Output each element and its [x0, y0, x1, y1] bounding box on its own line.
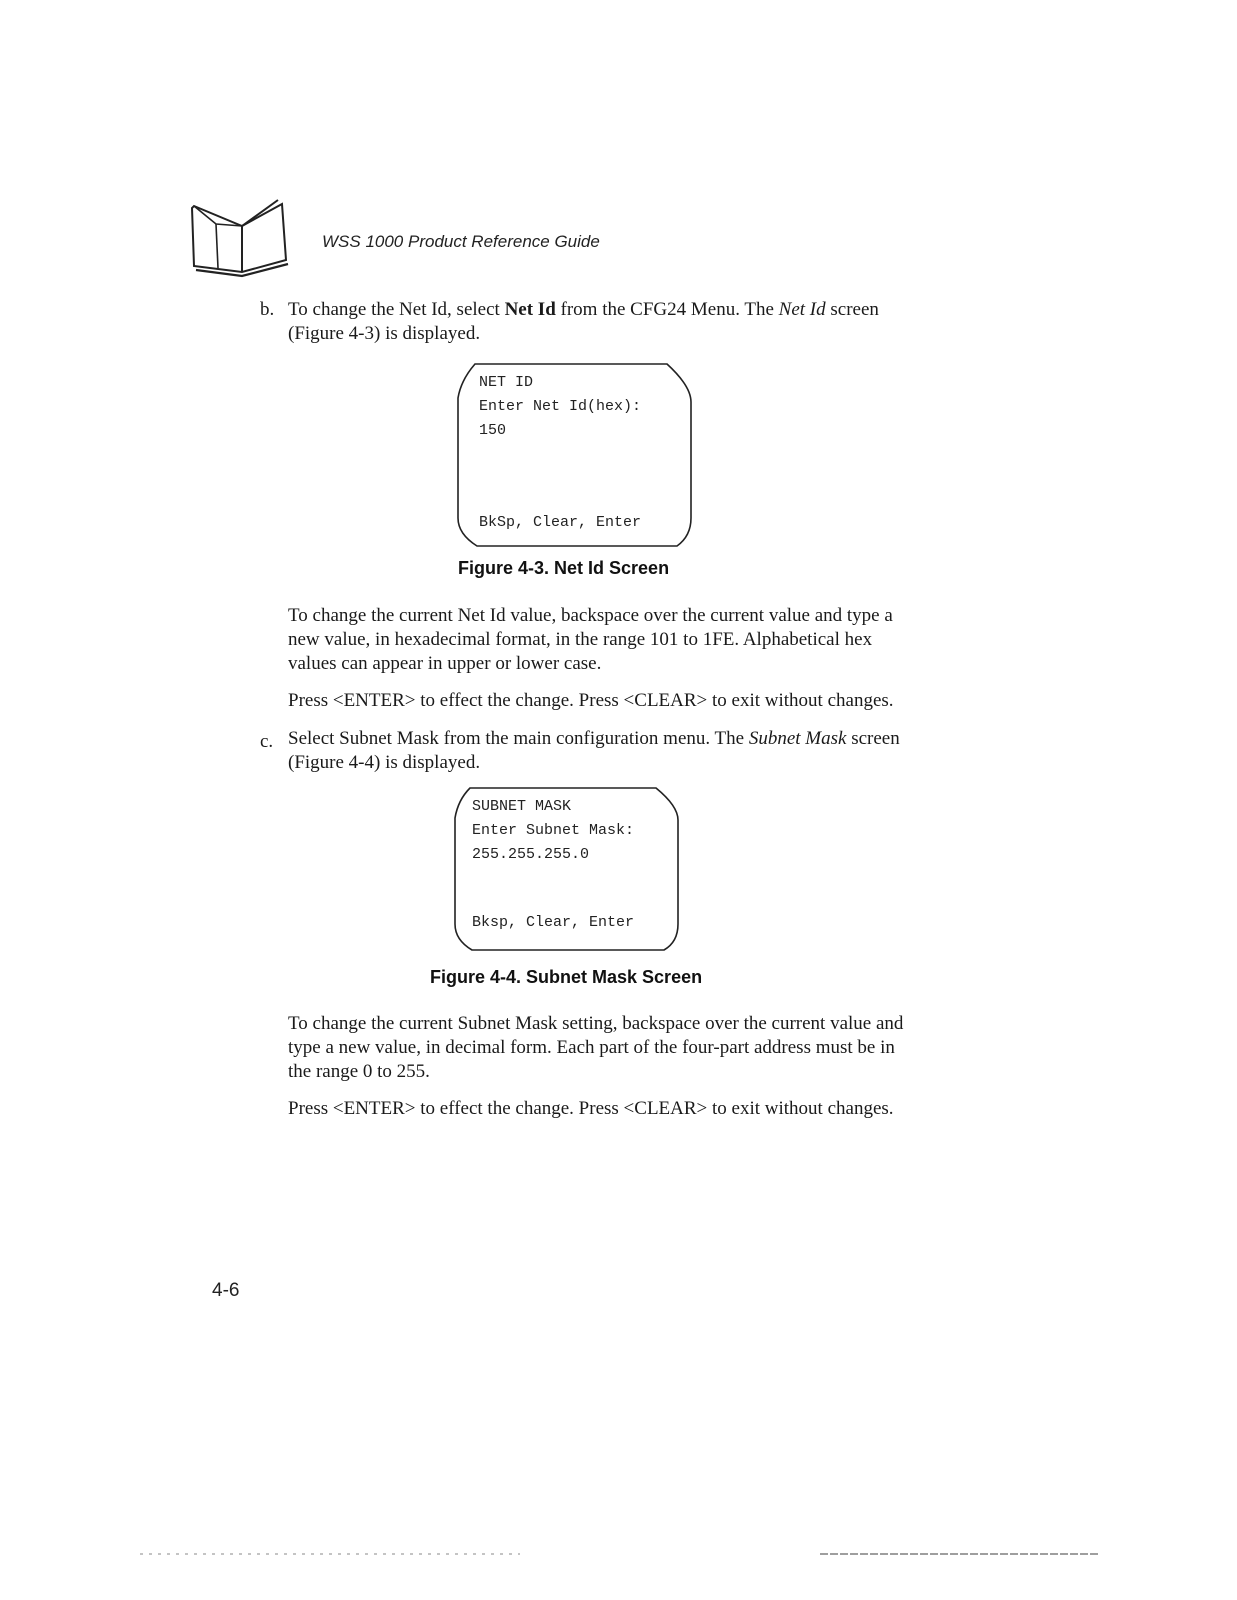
step-c-line2: (Figure 4-4) is displayed. [288, 752, 481, 773]
book-icon [186, 196, 292, 278]
subnet-text-line3: the range 0 to 255. [288, 1061, 430, 1082]
figure-4-3-caption: Figure 4-3. Net Id Screen [458, 558, 670, 578]
page-number: 4-6 [212, 1280, 240, 1301]
screen-title: NET ID [479, 374, 534, 391]
subnet-text-line1: To change the current Subnet Mask setting, backspace over the current value and [288, 1013, 904, 1034]
step-b-line1: To change the Net Id, select Net Id from the CFG24 Menu. The Net Id screen [288, 299, 879, 320]
screen-prompt: Enter Net Id(hex): [479, 398, 642, 415]
step-b-line2: (Figure 4-3) is displayed. [288, 323, 481, 344]
step-b-letter: b. [260, 299, 275, 320]
screen-value: 255.255.255.0 [472, 846, 590, 863]
step-c-letter: c. [260, 731, 274, 752]
subnet-mask-screen [452, 786, 680, 952]
screen-value: 150 [479, 422, 507, 439]
step-c-line1: Select Subnet Mask from the main configuration menu. The Subnet Mask screen [288, 728, 900, 749]
net-id-text-line2: new value, in hexadecimal format, in the range 101 to 1FE. Alphabetical hex [288, 629, 873, 650]
screen-title: SUBNET MASK [472, 798, 572, 815]
net-id-press-text: Press <ENTER> to effect the change. Press <CLEAR> to exit without changes. [288, 690, 894, 711]
screen-footer: BkSp, Clear, Enter [479, 514, 642, 531]
screen-footer: Bksp, Clear, Enter [472, 914, 635, 931]
screen-prompt: Enter Subnet Mask: [472, 822, 635, 839]
figure-4-4-caption: Figure 4-4. Subnet Mask Screen [430, 967, 703, 987]
subnet-text-line2: type a new value, in decimal form. Each part of the four-part address must be in [288, 1037, 895, 1058]
subnet-press-text: Press <ENTER> to effect the change. Press <CLEAR> to exit without changes. [288, 1098, 894, 1119]
header-title: WSS 1000 Product Reference Guide [322, 232, 600, 251]
scan-artifact-divider [140, 1553, 1100, 1555]
net-id-screen [455, 362, 693, 548]
net-id-text-line3: values can appear in upper or lower case. [288, 653, 602, 674]
net-id-text-line1: To change the current Net Id value, backspace over the current value and type a [288, 605, 893, 626]
